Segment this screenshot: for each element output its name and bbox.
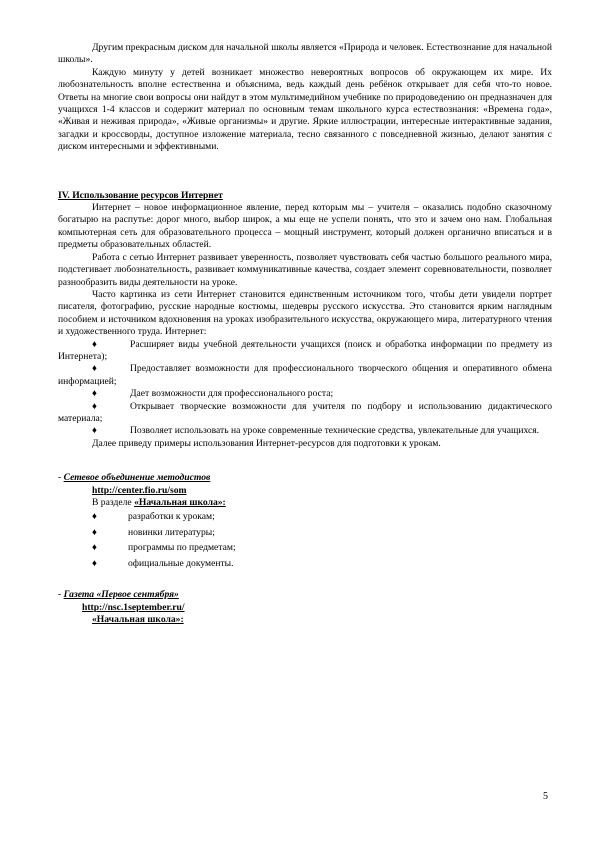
list-item: ♦ официальные документы. (92, 557, 234, 569)
resource-link-nsc[interactable]: http://nsc.1september.ru/ (82, 601, 185, 613)
paragraph-internet-work: Работа с сетью Интернет развивает уверенность, позволяет чувствовать себя частью большого реального мира, подстегивает любознательность, развивает коммуникативные качества, создает элемент соревновательности, позволяет разнообразить виды деятельности на уроке. (58, 251, 552, 288)
diamond-bullet-icon: ♦ (92, 542, 97, 554)
list-item: ♦ Открывает творческие возможности для учителя по подбору и использованию дидактического материала; (58, 400, 552, 424)
diamond-bullet-icon: ♦ (92, 363, 97, 375)
resource-link-som[interactable]: http://center.fio.ru/som (92, 484, 187, 496)
diamond-bullet-icon: ♦ (92, 511, 97, 523)
paragraph-internet-pictures: Часто картинка из сети Интернет становится единственным источником того, чтобы дети увидели портрет писателя, фотографию, русские народные костюмы, шедевры русского искусства. Это становится ярким наглядным пособием и источником вдохновения на уроках изобразительного искусства, окружающего мира, литературного чтения и художественного труда. Интернет: (58, 288, 552, 338)
resource-section-label: «Начальная школа»: (92, 614, 184, 626)
resource-title: - Газета «Первое сентября» (58, 589, 179, 601)
resource-section-label: В разделе «Начальная школа»: (92, 497, 226, 508)
paragraph-internet-intro: Интернет – новое информационное явление, перед которым мы – учителя – оказались подобно сказочному богатырю на распутье: дорог много, выбор широк, а мы еще не успели понять, что это и зачем оно нам. Глобальная компьютерная сеть для образовательного процесса – мощный инструмент, который должен органично вписаться и в предметы образовательных областей. (58, 202, 552, 251)
page-content (58, 42, 552, 627)
diamond-bullet-icon: ♦ (92, 526, 97, 538)
diamond-bullet-icon: ♦ (92, 388, 97, 400)
list-item: ♦ Расширяет виды учебной деятельности учащихся (поиск и обработка информации по предмету из Интернета); (58, 338, 552, 362)
diamond-bullet-icon: ♦ (92, 557, 97, 569)
list-item: ♦ Позволяет использовать на уроке современные технические средства, увлекательные для учащихся. (92, 425, 540, 437)
list-item: ♦ разработки к урокам; (92, 511, 215, 523)
list-item: ♦ Дает возможности для профессионального роста; (92, 388, 334, 400)
paragraph-disk-intro: Другим прекрасным диском для начальной школы является «Природа и человек. Естествознание для начальной школы». (58, 42, 552, 66)
paragraph-closing: Далее приведу примеры использования Интернет-ресурсов для подготовки к урокам. (92, 437, 441, 449)
internet-benefits-list (58, 339, 552, 438)
resource-title: - Сетевое объединение методистов (58, 472, 211, 484)
section-heading: IV. Использование ресурсов Интернет (58, 189, 223, 201)
page-number: 5 (543, 791, 548, 802)
list-item: ♦ программы по предметам; (92, 542, 236, 554)
paragraph-disk-description: Каждую минуту у детей возникает множество невероятных вопросов об окружающем их мире. Их любознательность вполне естественна и объяснима, ведь каждый день ребёнок открывает для себя что-то новое. Ответы на многие свои вопросы они найдут в этом мультимедийном учебнике по природоведению он предназначен для учащихся 1-4 классов и содержит материал по основным темам школьного курса естествознания: «Времена года», «Живая и неживая природа», «Живые организмы» и другие. Яркие иллюстрации, интересные интерактивные задания, загадки и кроссворды, доступное изложение материала, тесно связанного с повседневной жизнью, делают занятия с диском интересными и эффективными. (58, 66, 552, 153)
diamond-bullet-icon: ♦ (92, 425, 97, 437)
list-item: ♦ Предоставляет возможности для профессионального творческого общения и оперативного обмена информацией; (58, 363, 552, 387)
diamond-bullet-icon: ♦ (92, 338, 97, 350)
diamond-bullet-icon: ♦ (92, 400, 97, 412)
list-item: ♦ новинки литературы; (92, 526, 215, 538)
resource-items-list (58, 511, 552, 573)
